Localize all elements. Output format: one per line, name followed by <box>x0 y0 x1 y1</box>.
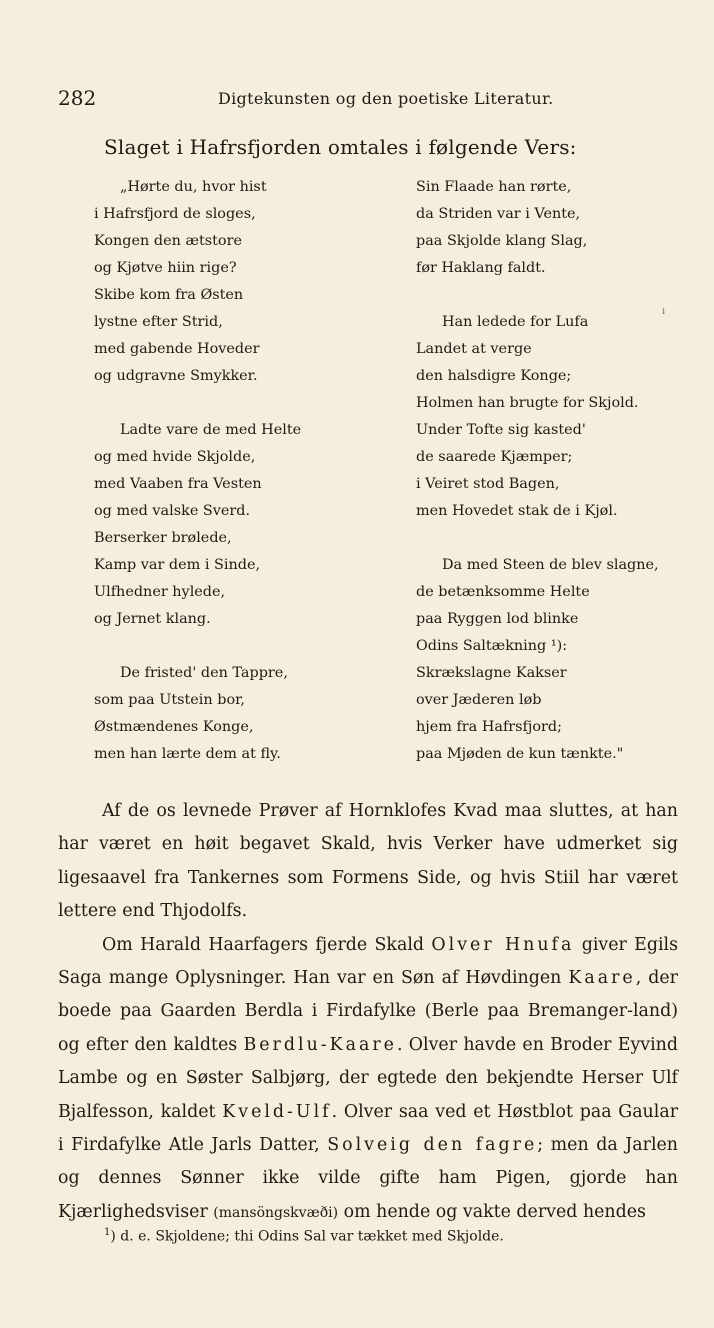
verse-line: før Haklang faldt. <box>416 260 546 276</box>
verse-line: de betænksomme Helte <box>416 584 590 600</box>
verse-line: Sin Flaade han rørte, <box>416 179 572 195</box>
verse-line: i Veiret stod Bagen, <box>416 476 560 492</box>
verse-line: „Hørte du, hvor hist <box>120 179 267 195</box>
verse-line: med Vaaben fra Vesten <box>94 476 262 492</box>
stanza-break <box>94 390 394 417</box>
page-number: 282 <box>58 86 97 110</box>
poem-left-column <box>94 174 394 768</box>
name-kveldulf: Kveld-Ulf <box>222 1101 332 1122</box>
prose-body <box>58 795 678 1230</box>
verse-line: Berserker brølede, <box>94 530 232 546</box>
verse-line: Østmændenes Konge, <box>94 719 254 735</box>
verse-line: paa Mjøden de kun tænkte." <box>416 746 624 762</box>
term-mansongskvaedi: (mansöngskvæði) <box>213 1204 339 1221</box>
verse-line: over Jæderen løb <box>416 692 542 708</box>
verse-line: og med valske Sverd. <box>94 503 251 519</box>
verse-line: i Hafrsfjord de sloges, <box>94 206 256 222</box>
verse-line: hjem fra Hafrsfjord; <box>416 719 562 735</box>
verse-line: paa Ryggen lod blinke <box>416 611 579 627</box>
verse-line: men Hovedet stak de i Kjøl. <box>416 503 618 519</box>
verse-line: og udgravne Smykker. <box>94 368 258 384</box>
footnote-marker: 1 <box>104 1227 111 1238</box>
poem-right-column <box>416 174 686 768</box>
verse-line: da Striden var i Vente, <box>416 206 581 222</box>
verse-line: Da med Steen de blev slagne, <box>442 557 659 573</box>
paragraph-hornklofe: Af de os levnede Prøver af Hornklofes Kvad maa sluttes, at han har været en høit begavet Skald, hvis Verker have udmerket sig ligesaavel fra Tankernes som Formens Side, og hvis Stiil har været lettere end Thjodolfs. <box>58 801 678 922</box>
intro-line: Slaget i Hafrsfjorden omtales i følgende Vers: <box>104 135 577 159</box>
verse-line: Under Tofte sig kasted' <box>416 422 586 438</box>
verse-line: Kongen den ætstore <box>94 233 242 249</box>
verse-line: men han lærte dem at fly. <box>94 746 281 762</box>
margin-mark: ı <box>662 306 666 317</box>
verse-line: lystne efter Strid, <box>94 314 223 330</box>
footnote-text: ) d. e. Skjoldene; thi Odins Sal var tækket med Skjolde. <box>110 1228 504 1245</box>
name-solveig: Solveig den fagre <box>327 1135 538 1156</box>
verse-line: og Kjøtve hiin rige? <box>94 260 237 276</box>
verse-line: De fristed' den Tappre, <box>120 665 288 681</box>
name-olver-hnufa: Olver Hnufa <box>431 934 575 955</box>
verse-line: og med hvide Skjolde, <box>94 449 256 465</box>
verse-line: Han ledede for Lufa <box>442 314 589 330</box>
paragraph-olver-hnufa: Om Harald Haarfagers fjerde Skald Olver Hnufa giver Egils Saga mange Oplysninger. Han var en Søn af Høvdingen Kaare, der boede paa Gaarden Berdla i Firdafylke (Berle paa Bremanger-land) og efter den kaldtes Berdlu-Kaare. Olver havde en Broder Eyvind Lambe og en Søster Salbjørg, der egtede den bekjendte Herser Ulf Bjalfesson, kaldet Kveld-Ulf. Olver saa ved et Høstblot paa Gaular i Firdafylke Atle Jarls Datter, Solveig den fagre; men da Jarlen og dennes Sønner ikke vilde gifte ham Pigen, gjorde han Kjærlighedsviser (mansöngskvæði) om hende og vakte derved hendes <box>58 934 679 1222</box>
verse-line: som paa Utstein bor, <box>94 692 246 708</box>
verse-line: Ulfhedner hylede, <box>94 584 226 600</box>
page-header <box>58 86 658 116</box>
verse-line: Kamp var dem i Sinde, <box>94 557 261 573</box>
verse-line: Ladte vare de med Helte <box>120 422 302 438</box>
verse-line: med gabende Hoveder <box>94 341 260 357</box>
stanza-break <box>416 525 686 552</box>
verse-line: den halsdigre Konge; <box>416 368 572 384</box>
verse-line: Holmen han brugte for Skjold. <box>416 395 639 411</box>
verse-line: Skibe kom fra Østen <box>94 287 244 303</box>
stanza-break <box>416 282 686 309</box>
verse-line: og Jernet klang. <box>94 611 211 627</box>
name-kaare: Kaare <box>568 968 636 989</box>
verse-line: paa Skjolde klang Slag, <box>416 233 588 249</box>
running-title: Digtekunsten og den poetiske Literatur. <box>218 89 554 108</box>
verse-line: Landet at verge <box>416 341 532 357</box>
verse-line: Odins Saltækning ¹): <box>416 638 568 654</box>
name-berdlu-kaare: Berdlu-Kaare <box>243 1034 397 1055</box>
verse-line: de saarede Kjæmper; <box>416 449 573 465</box>
footnote <box>104 1227 504 1245</box>
stanza-break <box>94 633 394 660</box>
verse-line: Skrækslagne Kakser <box>416 665 567 681</box>
